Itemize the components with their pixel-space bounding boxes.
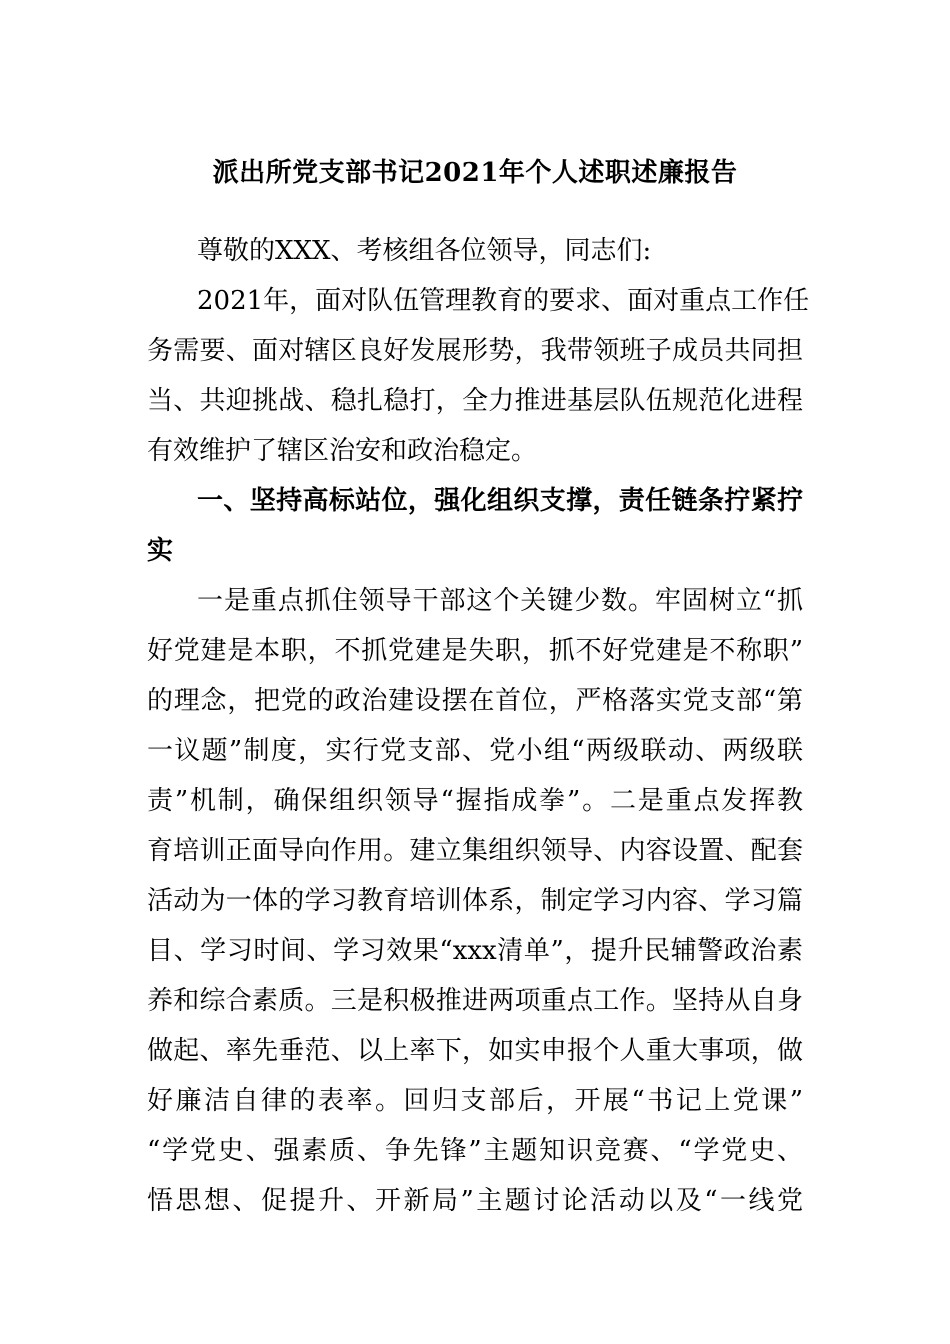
body-line-5: 责”机制，确保组织领导“握指成拳”。二是重点发挥教 — [147, 786, 803, 816]
salutation: 尊敬的XXX、考核组各位领导，同志们: — [197, 236, 652, 266]
intro-line-2: 务需要、面对辖区良好发展形势，我带领班子成员共同担 — [147, 336, 803, 366]
body-line-12: “学党史、强素质、争先锋”主题知识竞赛、“学党史、 — [147, 1136, 803, 1166]
body-line-13: 悟思想、促提升、开新局”主题讨论活动以及“一线党 — [147, 1186, 803, 1216]
intro-line-4: 有效维护了辖区治安和政治稳定。 — [147, 436, 538, 466]
document-title: 派出所党支部书记2021年个人述职述廉报告 — [212, 158, 738, 188]
section-heading-line-1: 一、坚持高标站位，强化组织支撑，责任链条拧紧拧 — [197, 486, 803, 516]
section-heading-line-2: 实 — [147, 536, 174, 566]
body-line-6: 育培训正面导向作用。建立集组织领导、内容设置、配套 — [147, 836, 803, 866]
body-line-7: 活动为一体的学习教育培训体系，制定学习内容、学习篇 — [147, 886, 803, 916]
body-line-1: 一是重点抓住领导干部这个关键少数。牢固树立“抓 — [197, 586, 803, 616]
body-line-3: 的理念，把党的政治建设摆在首位，严格落实党支部“第 — [147, 686, 803, 716]
intro-line-3: 当、共迎挑战、稳扎稳打，全力推进基层队伍规范化进程 — [147, 386, 803, 416]
body-line-8: 目、学习时间、学习效果“xxx清单”，提升民辅警政治素 — [147, 936, 803, 966]
body-line-9: 养和综合素质。三是积极推进两项重点工作。坚持从自身 — [147, 986, 803, 1016]
body-line-11: 好廉洁自律的表率。回归支部后，开展“书记上党课” — [147, 1086, 803, 1116]
body-line-2: 好党建是本职，不抓党建是失职，抓不好党建是不称职” — [147, 636, 803, 666]
body-line-10: 做起、率先垂范、以上率下，如实申报个人重大事项，做 — [147, 1036, 803, 1066]
body-line-4: 一议题”制度，实行党支部、党小组“两级联动、两级联 — [147, 736, 803, 766]
intro-line-1: 2021年，面对队伍管理教育的要求、面对重点工作任 — [197, 286, 810, 316]
